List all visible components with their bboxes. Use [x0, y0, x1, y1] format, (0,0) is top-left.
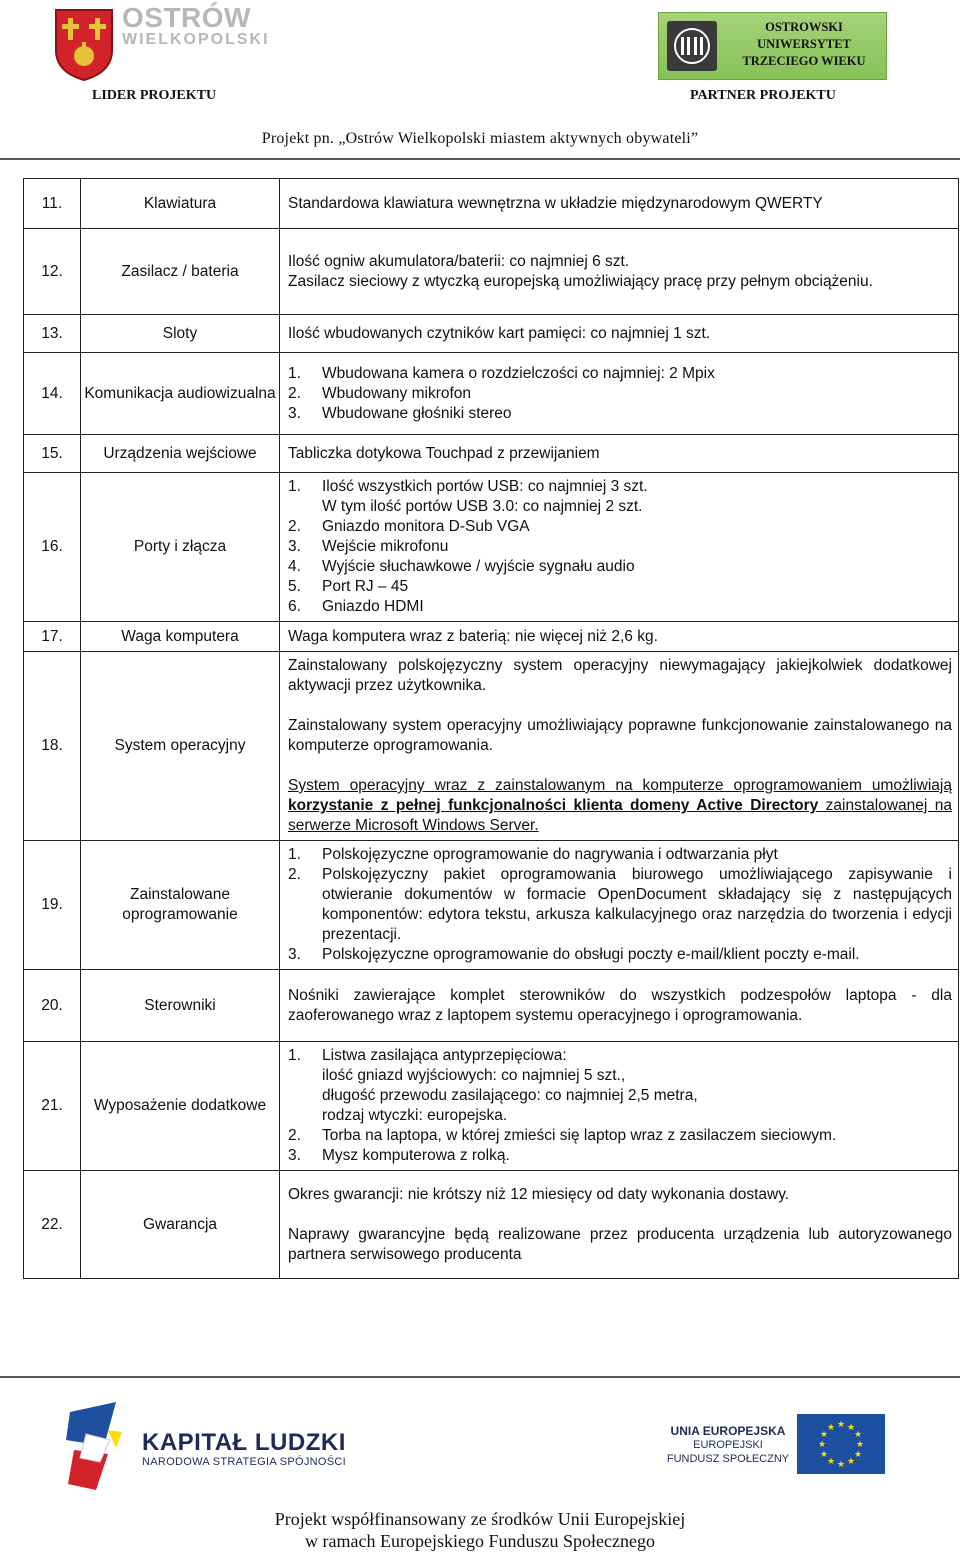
- row-description: [280, 841, 959, 970]
- list-item: 2. Torba na laptopa, w której zmieści się laptop wraz z zasilaczem sieciowym.: [288, 1127, 837, 1144]
- eu-fund-logo-text: UNIA EUROPEJSKA EUROPEJSKI FUNDUSZ SPOŁECZNY: [666, 1424, 790, 1465]
- row-description: [280, 353, 959, 435]
- table-row: [24, 1171, 959, 1279]
- row-name: Urządzenia wejściowe: [81, 435, 280, 473]
- row-description: Nośniki zawierające komplet sterowników do wszystkich podzespołów laptopa - dla zaoferowanego wraz z laptopem systemu operacyjnego i oprogramowania.: [280, 970, 959, 1042]
- list-item: 1. Ilość wszystkich portów USB: co najmniej 3 szt. W tym ilość portów USB 3.0: co najmniej 2 szt.: [288, 478, 648, 515]
- row-name: Sloty: [81, 315, 280, 353]
- footer-divider: [0, 1376, 960, 1378]
- list-item: 4. Wyjście słuchawkowe / wyjście sygnału audio: [288, 558, 635, 575]
- row-number: 14.: [24, 353, 81, 435]
- row-name: Klawiatura: [81, 179, 280, 229]
- row-name: Zasilacz / bateria: [81, 229, 280, 315]
- list-item: 3. Wbudowane głośniki stereo: [288, 404, 512, 422]
- list-item: 3. Mysz komputerowa z rolką.: [288, 1147, 510, 1164]
- header-divider: [0, 158, 960, 160]
- row-description: Standardowa klawiatura wewnętrzna w układzie międzynarodowym QWERTY: [280, 179, 959, 229]
- kapital-ludzki-emblem-icon: [64, 1400, 126, 1492]
- partner-label: PARTNER PROJEKTU: [690, 88, 836, 103]
- kl-title: KAPITAŁ LUDZKI: [142, 1429, 346, 1456]
- row-number: 17.: [24, 622, 81, 652]
- row-name: Sterowniki: [81, 970, 280, 1042]
- uni-line-3: TRZECIEGO WIEKU: [742, 54, 866, 68]
- uni-line-1: OSTROWSKI: [765, 20, 843, 34]
- list-item: 1. Polskojęzyczne oprogramowanie do nagrywania i odtwarzania płyt: [288, 846, 778, 863]
- row-name: Wyposażenie dodatkowe: [81, 1042, 280, 1171]
- page-header: [0, 0, 960, 160]
- table-row: [24, 652, 959, 841]
- kapital-ludzki-logo: [142, 1430, 346, 1468]
- row-number: 21.: [24, 1042, 81, 1171]
- svg-text:★: ★: [853, 1430, 863, 1440]
- row-description: Waga komputera wraz z baterią: nie więcej niż 2,6 kg.: [280, 622, 959, 652]
- eu-flag-icon: [797, 1414, 885, 1474]
- row-number: 19.: [24, 841, 81, 970]
- row-description: [280, 1042, 959, 1171]
- row-description: [280, 473, 959, 622]
- table-row: [24, 435, 959, 473]
- row-name: System operacyjny: [81, 652, 280, 841]
- row-name: Komunikacja audiowizualna: [81, 353, 280, 435]
- specification-table: [23, 178, 959, 1279]
- list-item: 2. Wbudowany mikrofon: [288, 384, 472, 402]
- partner-university-logo: [658, 12, 887, 80]
- row-number: 12.: [24, 229, 81, 315]
- list-item: 3. Wejście mikrofonu: [288, 538, 449, 555]
- row-number: 22.: [24, 1171, 81, 1279]
- list-item: 2. Polskojęzyczny pakiet oprogramowania biurowego umożliwiającego zapisywanie i otwieranie dokumentów w formacie OpenDocument składający się z następujących komponentów: edytora tekstu, arkusza kalkulacyjnego oraz narzędzia do tworzenia i edycji prezentacji.: [288, 866, 952, 943]
- table-row: [24, 622, 959, 652]
- table-row: [24, 970, 959, 1042]
- svg-text:★: ★: [826, 1457, 836, 1467]
- row-number: 15.: [24, 435, 81, 473]
- svg-text:★: ★: [836, 1420, 846, 1430]
- row-description: Okres gwarancji: nie krótszy niż 12 miesięcy od daty wykonania dostawy. Naprawy gwarancyjne będą realizowane przez producenta urządzenia lub autoryzowanego partnera serwisowego producenta: [280, 1171, 959, 1279]
- svg-text:★: ★: [819, 1450, 829, 1460]
- table-row: [24, 229, 959, 315]
- svg-text:★: ★: [819, 1430, 829, 1440]
- table-row: [24, 1042, 959, 1171]
- row-name: Porty i złącza: [81, 473, 280, 622]
- table-row: [24, 179, 959, 229]
- lead-label: LIDER PROJEKTU: [92, 88, 217, 103]
- row-number: 18.: [24, 652, 81, 841]
- row-name: Zainstalowane oprogramowanie: [81, 841, 280, 970]
- list-item: 1. Wbudowana kamera o rozdzielczości co najmniej: 2 Mpix: [288, 364, 715, 382]
- row-name: Gwarancja: [81, 1171, 280, 1279]
- cofin-line-2: w ramach Europejskiego Funduszu Społecznego: [305, 1531, 655, 1551]
- row-name: Waga komputera: [81, 622, 280, 652]
- row-number: 16.: [24, 473, 81, 622]
- row-number: 20.: [24, 970, 81, 1042]
- university-emblem-icon: [667, 21, 717, 71]
- row-description: Zainstalowany polskojęzyczny system operacyjny niewymagający jakiejkolwiek dodatkowej aktywacji przez użytkownika. Zainstalowany system operacyjny umożliwiający poprawne funkcjonowanie zainstalowanego na komputerze oprogramowania. System operacyjny wraz z zainstalowanym na komputerze oprogramowaniem umożliwiają korzystanie z pełnej funkcjonalności klienta domeny Active Directory zainstalowanej na serwerze Microsoft Windows Server.: [280, 652, 959, 841]
- table-row: [24, 353, 959, 435]
- city-wordmark: OSTRÓW WIELKOPOLSKI: [122, 2, 270, 48]
- svg-text:★: ★: [817, 1440, 827, 1450]
- svg-text:★: ★: [846, 1423, 856, 1433]
- list-item: 3. Polskojęzyczne oprogramowanie do obsługi poczty e-mail/klient poczty e-mail.: [288, 946, 860, 963]
- cofinancing-note: [0, 1508, 960, 1552]
- row-description: Ilość ogniw akumulatora/baterii: co najmniej 6 szt. Zasilacz sieciowy z wtyczką europejską umożliwiający pracę przy pełnym obciążeniu.: [280, 229, 959, 315]
- city-crest-logo: [52, 6, 116, 82]
- list-item: 1. Listwa zasilająca antyprzepięciowa: ilość gniazd wyjściowych: co najmniej 5 szt., długość przewodu zasilającego: co najmniej 2,5 metra, rodzaj wtyczki: europejska.: [288, 1047, 698, 1124]
- cofin-line-1: Projekt współfinansowany ze środków Unii Europejskiej: [274, 1509, 686, 1529]
- list-item: 6. Gniazdo HDMI: [288, 598, 424, 615]
- table-row: [24, 841, 959, 970]
- row-description: Ilość wbudowanych czytników kart pamięci: co najmniej 1 szt.: [280, 315, 959, 353]
- list-item: 5. Port RJ – 45: [288, 578, 409, 595]
- row-number: 13.: [24, 315, 81, 353]
- table-row: [24, 473, 959, 622]
- row-description: Tabliczka dotykowa Touchpad z przewijaniem: [280, 435, 959, 473]
- row-number: 11.: [24, 179, 81, 229]
- kl-subtitle: NARODOWA STRATEGIA SPÓJNOŚCI: [142, 1456, 346, 1468]
- uni-line-2: UNIWERSYTET: [757, 37, 851, 51]
- svg-text:★: ★: [846, 1457, 856, 1467]
- svg-text:★: ★: [855, 1440, 865, 1450]
- svg-text:★: ★: [853, 1450, 863, 1460]
- project-title: Projekt pn. „Ostrów Wielkopolski miastem aktywnych obywateli”: [261, 130, 699, 147]
- svg-text:★: ★: [836, 1460, 846, 1470]
- table-row: [24, 315, 959, 353]
- svg-text:★: ★: [826, 1423, 836, 1433]
- list-item: 2. Gniazdo monitora D-Sub VGA: [288, 518, 530, 535]
